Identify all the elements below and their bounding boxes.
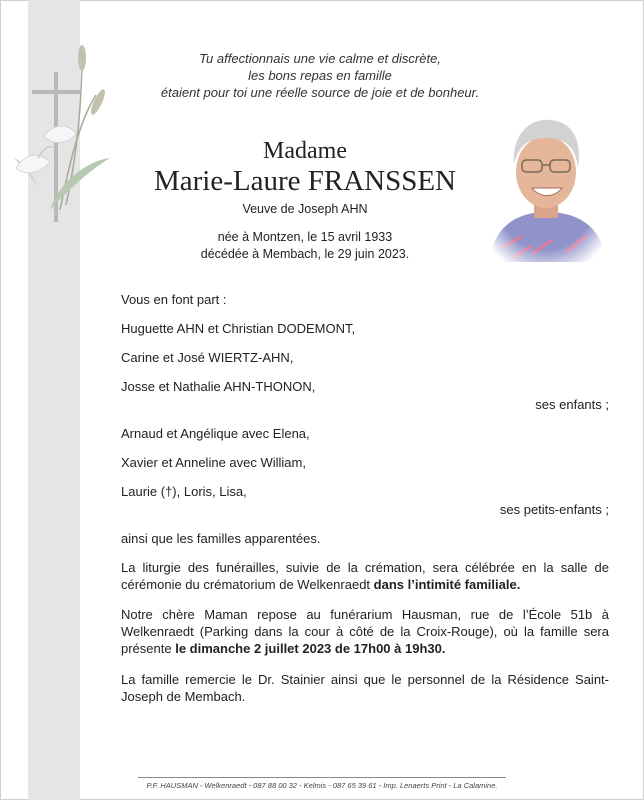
grandchildren-label: ses petits-enfants ; bbox=[499, 502, 609, 517]
death-date: décédée à Membach, le 29 juin 2023. bbox=[200, 247, 410, 261]
thanks-paragraph: La famille remercie le Dr. Stainier ainsi que le personnel de la Résidence Saint-Joseph de Membach. bbox=[121, 672, 609, 704]
poem-line: les bons repas en famille bbox=[248, 68, 392, 83]
portrait-photo bbox=[482, 108, 610, 262]
families-text: ainsi que les familles apparentées. bbox=[121, 531, 321, 546]
birth-date: née à Montzen, le 15 avril 1933 bbox=[217, 230, 393, 244]
footer-credits: P.F. HAUSMAN - Welkenraedt - 087 88 00 32 - Kelmis - 087 65 39 61 - Imp. Lenaerts Print - La Calamine. bbox=[146, 781, 498, 790]
intro-text: Vous en font part : bbox=[121, 292, 227, 307]
life-dates bbox=[150, 229, 460, 263]
child-entry: Carine et José WIERTZ-AHN, bbox=[121, 350, 294, 365]
viewing-emphasis: le dimanche 2 juillet 2023 de 17h00 à 19h30. bbox=[175, 641, 446, 656]
poem-line: Tu affectionnais une vie calme et discrète, bbox=[199, 51, 441, 66]
grandchild-entry: Arnaud et Angélique avec Elena, bbox=[121, 426, 310, 441]
cross-lily-wheat-icon bbox=[10, 40, 120, 230]
grandchild-entry: Xavier et Anneline avec William, bbox=[121, 455, 306, 470]
viewing-text: Notre chère Maman repose au funérarium Hausman, rue de l’École 51b à Welkenraedt (Parking dans la cour à côté de la Croix-Rouge), où la famille sera présente bbox=[121, 607, 609, 656]
poem-line: étaient pour toi une réelle source de joie et de bonheur. bbox=[160, 85, 480, 100]
children-label: ses enfants ; bbox=[535, 397, 609, 412]
poem bbox=[120, 50, 520, 101]
funeral-text: La liturgie des funérailles, suivie de la crémation, sera célébrée en la salle de cérémonie du crématorium de Welkenraedt bbox=[121, 560, 609, 592]
footer-divider bbox=[138, 777, 506, 778]
funeral-paragraph bbox=[121, 559, 609, 593]
widow-of: Veuve de Joseph AHN bbox=[242, 202, 368, 216]
salutation: Madame bbox=[263, 138, 347, 164]
deceased-name: Marie-Laure FRANSSEN bbox=[153, 165, 457, 197]
child-entry: Huguette AHN et Christian DODEMONT, bbox=[121, 321, 356, 336]
viewing-paragraph bbox=[121, 606, 609, 657]
funeral-emphasis: dans l’intimité familiale. bbox=[373, 577, 521, 592]
child-entry: Josse et Nathalie AHN-THONON, bbox=[121, 379, 316, 394]
grandchild-entry: Laurie (†), Loris, Lisa, bbox=[121, 484, 247, 499]
